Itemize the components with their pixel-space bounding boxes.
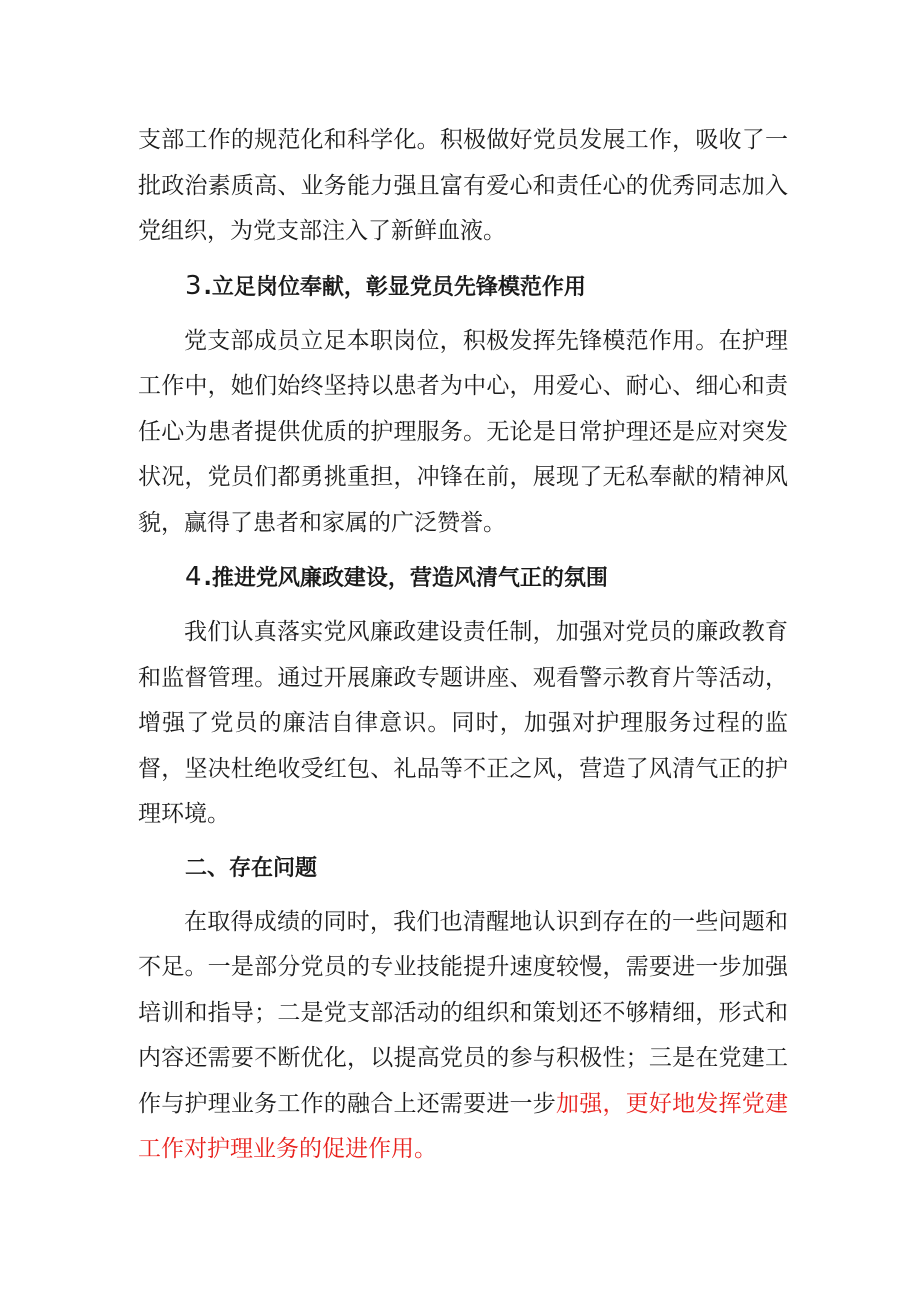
paragraph-integrity-building: 我们认真落实党风廉政建设责任制，加强对党员的廉政教育和监督管理。通过开展廉政专题讲座、观看警示教育片等活动，增强了党员的廉洁自律意识。同时，加强对护理服务过程的监督，坚决杜绝收受红包、礼品等不正之风，营造了风清气正的护理环境。 [138, 619, 788, 827]
document-page [138, 118, 788, 1182]
heading-item-4 [138, 555, 788, 601]
paragraph-text: 在取得成绩的同时，我们也清醒地认识到存在的一些问题和不足。一是部分党员的专业技能提升速度较慢，需要进一步加强培训和指导；二是党支部活动的组织和策划还不够精细，形式和内容还需要不断优化，以提高党员的参与积极性；三是在党建工作与护理业务工作的融合上还需要进一步 [138, 908, 788, 1117]
heading-text: .推进党风廉政建设，营造风清气正的氛围 [203, 566, 608, 591]
paragraph-party-development: 支部工作的规范化和科学化。积极做好党员发展工作，吸收了一批政治素质高、业务能力强且富有爱心和责任心的优秀同志加入党组织，为党支部注入了新鲜血液。 [138, 127, 788, 244]
section-heading-problems: 二、存在问题 [185, 855, 318, 881]
heading-number: 3 [185, 270, 202, 301]
highlighted-text: 加强，更好地发挥党建工作对护理业务的促进作用。 [138, 1090, 789, 1162]
paragraph-post-dedication: 党支部成员立足本职岗位，积极发挥先锋模范作用。在护理工作中，她们始终坚持以患者为中心，用爱心、耐心、细心和责任心为患者提供优质的护理服务。无论是日常护理还是应对突发状况，党员们都勇挑重担，冲锋在前，展现了无私奉献的精神风貌，赢得了患者和家属的广泛赞誉。 [138, 327, 788, 536]
paragraph-existing-problems [138, 900, 788, 1173]
heading-number: 4 [185, 562, 202, 592]
heading-item-3 [138, 264, 788, 310]
heading-text: .立足岗位奉献，彰显党员先锋模范作用 [203, 274, 586, 300]
